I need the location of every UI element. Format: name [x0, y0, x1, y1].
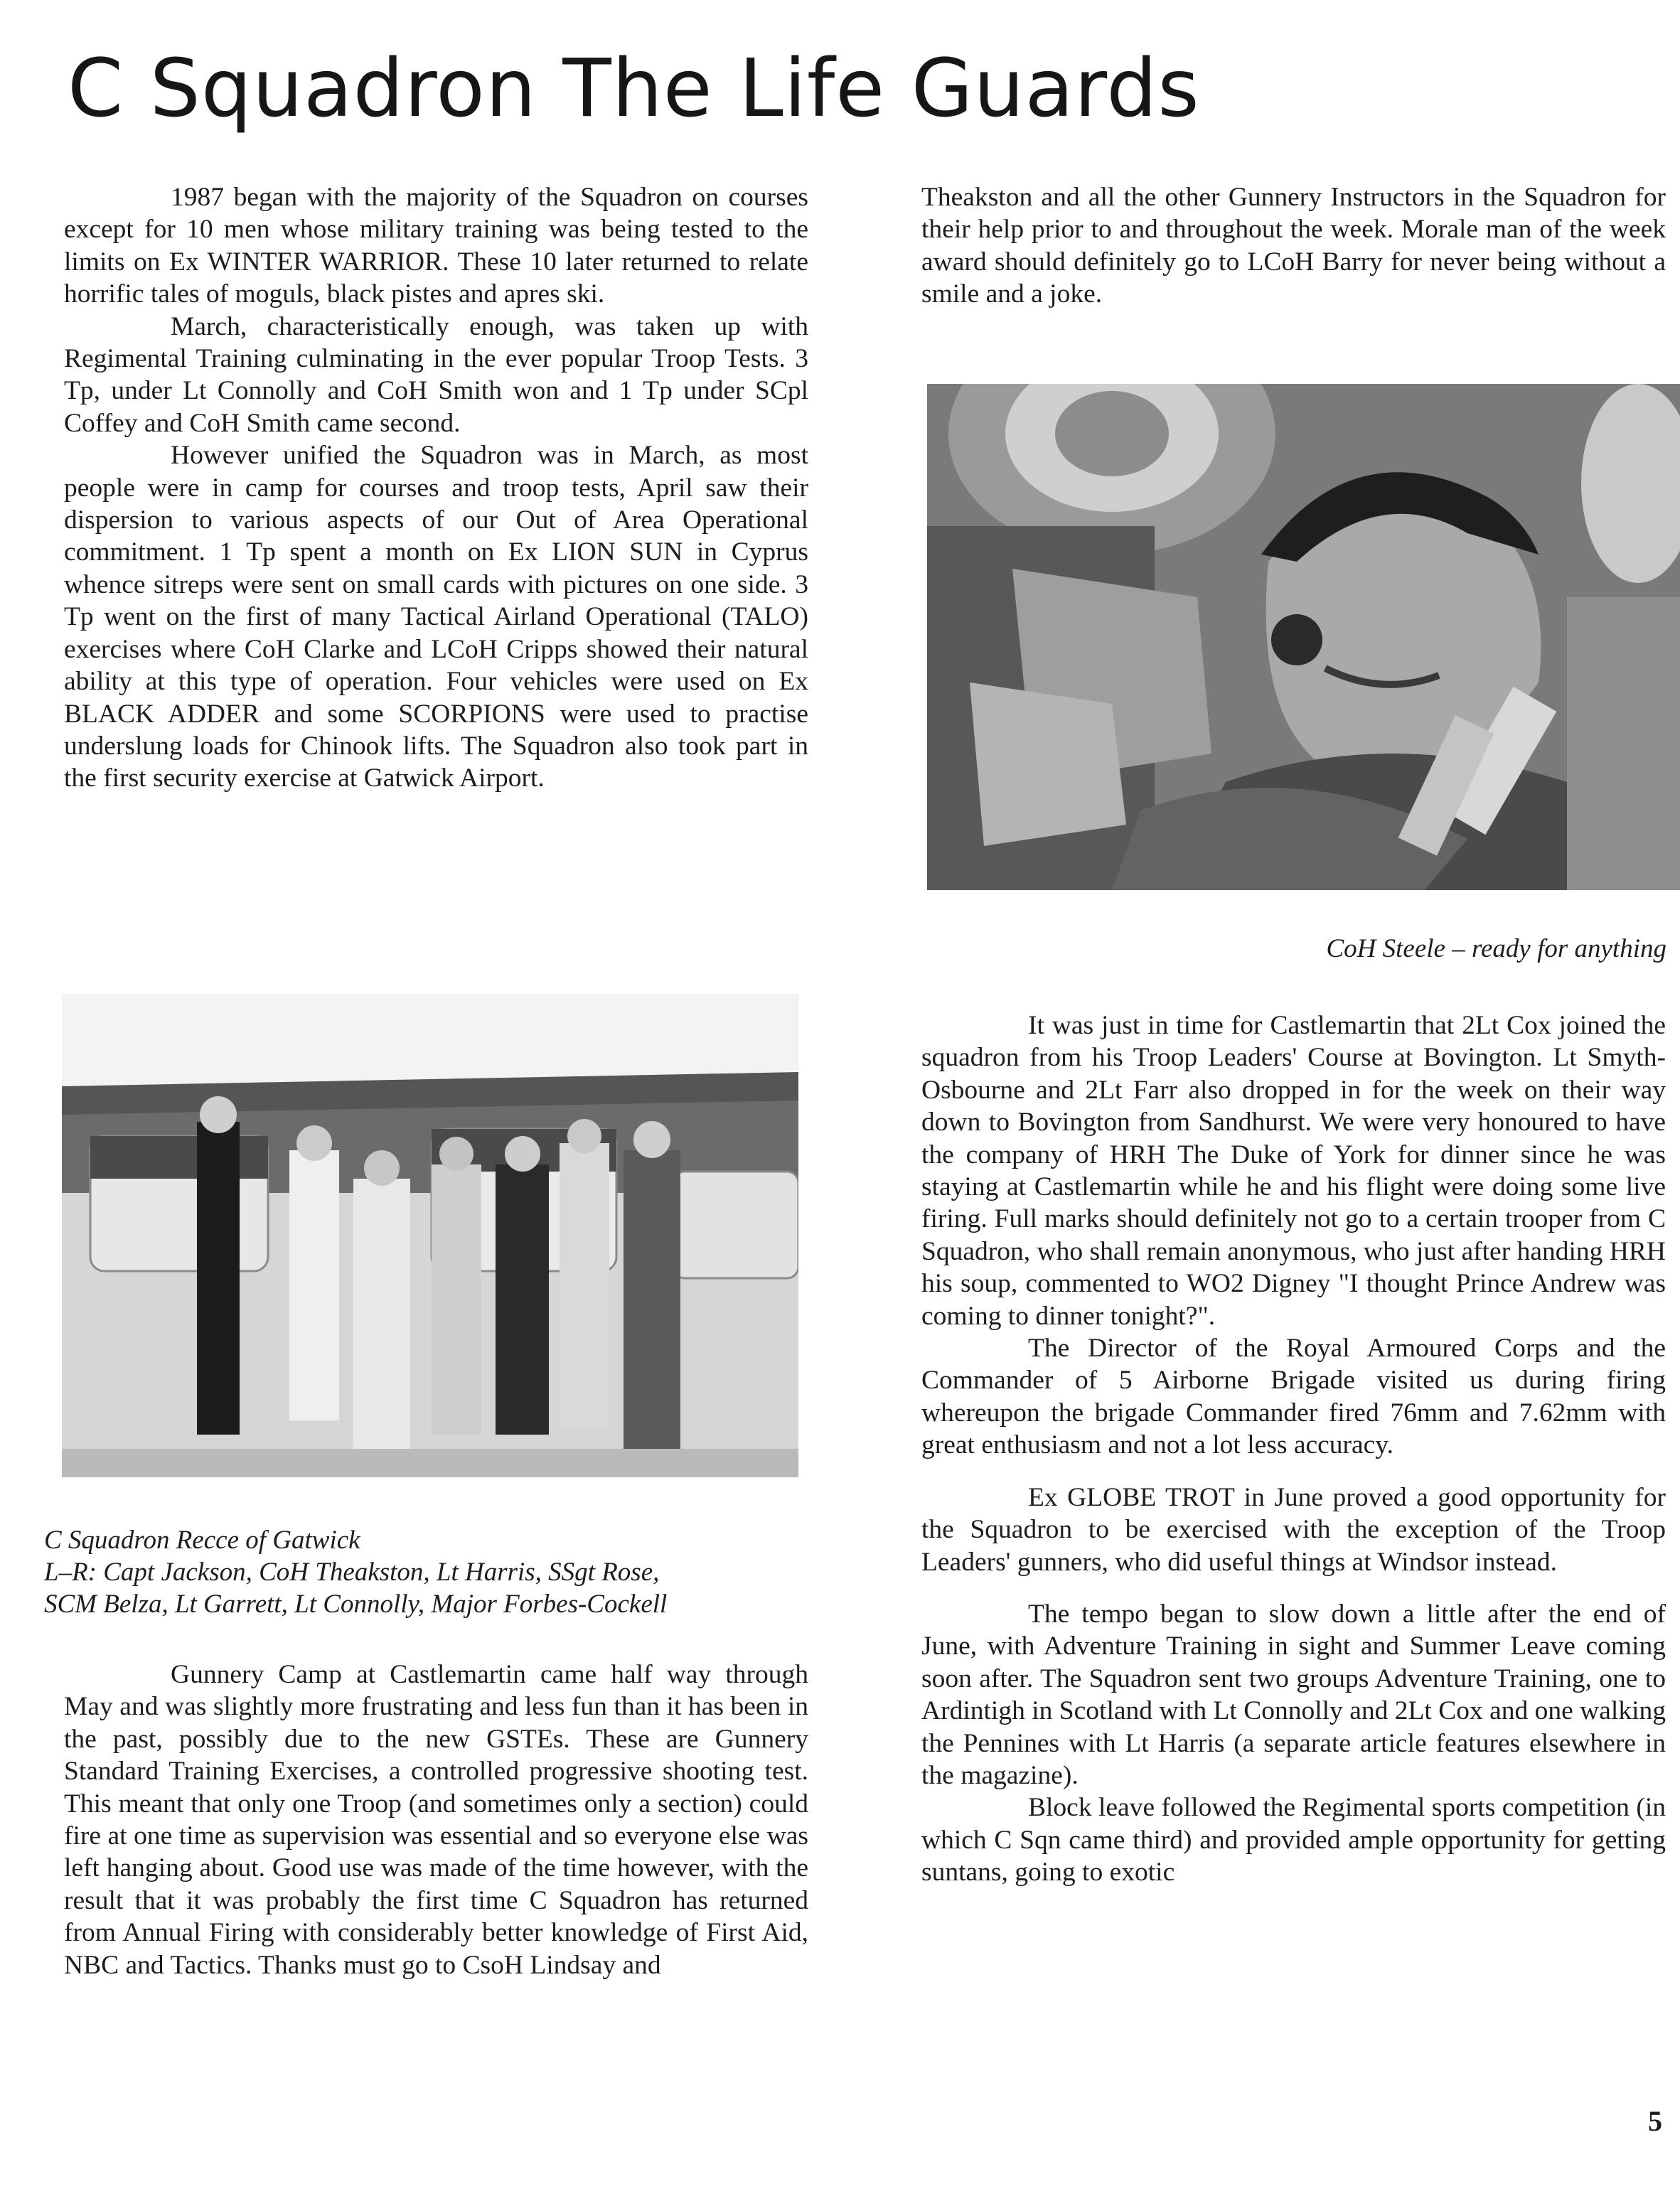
paragraph: March, characteristically enough, was taken up with Regimental Training culminating in the ever popular Troop Tests. 3 Tp, under Lt Connolly and CoH Smith won and 1 Tp under SCpl Coffey and CoH Smith came second.	[64, 311, 808, 438]
caption-line: C Squadron Recce of Gatwick	[44, 1526, 360, 1555]
right-column-bottom	[921, 1009, 1666, 1889]
paragraph: However unified the Squadron was in March, as most people were in camp for courses and troop tests, April saw their dispersion to various aspects of our Out of Area Operational commitment. 1 Tp spent a month on Ex LION SUN in Cyprus whence sitreps were sent on small cards with pictures on one side. 3 Tp went on the first of many Tactical Airland Operational (TALO) exercises where CoH Clarke and LCoH Cripps showed their natural ability at this type of operation. Four vehicles were used on Ex BLACK ADDER and some SCORPIONS were used to practise underslung loads for Chinook lifts. The Squadron also took part in the first security exercise at Gatwick Airport.	[64, 441, 808, 793]
paragraph: The tempo began to slow down a little after the end of June, with Adventure Training in sight and Summer Leave coming soon after. The Squadron sent two groups Adventure Training, one to Ardintigh in Scotland with Lt Connolly and 2Lt Cox and one walking the Pennines with Lt Harris (a separate article features elsewhere in the magazine).	[921, 1599, 1666, 1790]
caption-line: SCM Belza, Lt Garrett, Lt Connolly, Major Forbes-Cockell	[44, 1590, 668, 1619]
paragraph: The Director of the Royal Armoured Corps and the Commander of 5 Airborne Brigade visited us during firing whereupon the brigade Commander fired 76mm and 7.62mm with great enthusiasm and not a lot less accuracy.	[921, 1334, 1666, 1460]
paragraph: 1987 began with the majority of the Squadron on courses except for 10 men whose military training was being tested to the limits on Ex WINTER WARRIOR. These 10 later returned to relate horrific tales of moguls, black pistes and apres ski.	[64, 183, 808, 309]
caption-group-gatwick	[44, 1524, 805, 1620]
caption-coh-steele	[927, 933, 1666, 965]
paragraph: Ex GLOBE TROT in June proved a good opportunity for the Squadron to be exercised with the exception of the Troop Leaders' gunners, who did useful things at Windsor instead.	[921, 1482, 1666, 1577]
left-column-top	[64, 181, 808, 795]
caption-line: L–R: Capt Jackson, CoH Theakston, Lt Harris, SSgt Rose,	[44, 1558, 660, 1587]
paragraph: Gunnery Camp at Castlemartin came half way through May and was slightly more frustrating and less fun than it has been in the past, possibly due to the new GSTEs. These are Gunnery Standard Training Exercises, a controlled progressive shooting test. This meant that only one Troop (and sometimes only a section) could fire at one time as supervision was essential and so everyone else was left hanging about. Good use was made of the time however, with the result that it was probably the first time C Squadron has returned from Annual Firing with considerably better knowledge of First Aid, NBC and Tactics. Thanks must go to CsoH Lindsay and	[64, 1660, 808, 1980]
page-title: C Squadron The Life Guards	[68, 43, 1200, 135]
right-column-top	[921, 181, 1666, 311]
paragraph: It was just in time for Castlemartin that 2Lt Cox joined the squadron from his Troop Leaders' Course at Bovington. Lt Smyth-Osbourne and 2Lt Farr also dropped in for the week on their way down to Bovington from Sandhurst. We were very honoured to have the company of HRH The Duke of York for dinner since he was staying at Castlemartin while he and his flight were doing some live firing. Full marks should definitely not go to a certain trooper from C Squadron, who shall remain anonymous, who just after handing HRH his soup, commented to WO2 Digney "I thought Prince Andrew was coming to dinner tonight?".	[921, 1011, 1666, 1331]
photo-coh-steele	[927, 384, 1680, 890]
caption-text: CoH Steele – ready for anything	[1326, 934, 1666, 963]
page-number: 5	[1648, 2105, 1662, 2137]
photo-group-gatwick	[62, 994, 798, 1477]
paragraph: Theakston and all the other Gunnery Instructors in the Squadron for their help prior to and throughout the week. Morale man of the week award should definitely go to LCoH Barry for never being without a smile and a joke.	[921, 183, 1666, 309]
paragraph: Block leave followed the Regimental sports competition (in which C Sqn came third) and provided ample opportunity for getting suntans, going to exotic	[921, 1793, 1666, 1887]
left-column-bottom	[64, 1659, 808, 1981]
